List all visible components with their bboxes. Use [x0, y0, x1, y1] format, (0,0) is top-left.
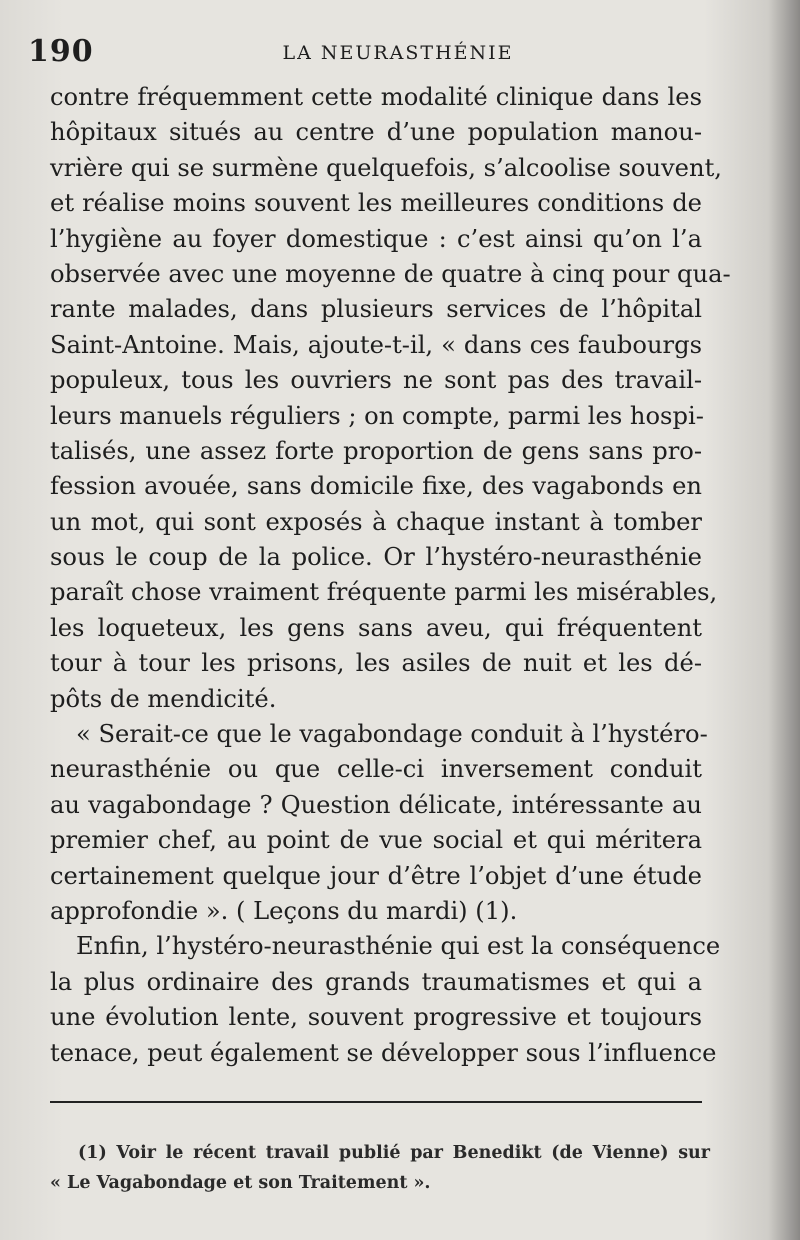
page-header — [28, 34, 768, 74]
text-line: l’hygiène au foyer domestique : c’est ainsi qu’on l’a — [50, 224, 702, 253]
text-line: et réalise moins souvent les meilleures conditions de — [50, 189, 702, 218]
text-line: certainement quelque jour d’être l’objet d’une étude — [50, 861, 702, 890]
page-number: 190 — [28, 34, 94, 69]
text-line: paraît chose vraiment fréquente parmi les misérables, — [50, 578, 718, 607]
text-line: hôpitaux situés au centre d’une population manou- — [50, 118, 702, 147]
text-line: leurs manuels réguliers ; on compte, parmi les hospi- — [50, 401, 704, 430]
text-line: vrière qui se surmène quelquefois, s’alcoolise souvent, — [50, 153, 722, 182]
footnote-divider — [50, 1101, 702, 1103]
running-title: LA NEURASTHÉNIE — [282, 42, 514, 64]
text-line: la plus ordinaire des grands traumatismes et qui a — [50, 967, 702, 996]
text-line: observée avec une moyenne de quatre à cinq pour qua- — [50, 259, 731, 288]
text-line: fession avouée, sans domicile fixe, des vagabonds en — [50, 472, 702, 501]
footnote — [50, 1138, 710, 1198]
text-line: « Serait-ce que le vagabondage conduit à l’hystéro- — [76, 720, 708, 749]
text-line: talisés, une assez forte proportion de gens sans pro- — [50, 436, 702, 465]
text-line: au vagabondage ? Question délicate, intéressante au — [50, 790, 702, 819]
text-line: sous le coup de la police. Or l’hystéro-neurasthénie — [50, 543, 702, 572]
text-line: Saint-Antoine. Mais, ajoute-t-il, « dans ces faubourgs — [50, 330, 702, 359]
text-line: rante malades, dans plusieurs services de l’hôpital — [50, 295, 702, 324]
text-line: les loqueteux, les gens sans aveu, qui fréquentent — [50, 613, 702, 642]
text-line: approfondie ». ( Leçons du mardi) (1). — [50, 896, 518, 925]
text-line: tour à tour les prisons, les asiles de nuit et les dé- — [50, 649, 702, 678]
text-line: populeux, tous les ouvriers ne sont pas des travail- — [50, 366, 702, 395]
footnote-line: (1) Voir le récent travail publié par Benedikt (de Vienne) sur — [78, 1143, 710, 1163]
text-line: pôts de mendicité. — [50, 684, 277, 713]
body-text — [50, 80, 731, 1071]
text-line: Enfin, l’hystéro-neurasthénie qui est la conséquence — [76, 932, 721, 961]
text-line: premier chef, au point de vue social et qui méritera — [50, 826, 702, 855]
text-line: tenace, peut également se développer sous l’influence — [50, 1038, 717, 1067]
footnote-line: « Le Vagabondage et son Traitement ». — [50, 1173, 431, 1193]
text-line: une évolution lente, souvent progressive et toujours — [50, 1003, 702, 1032]
text-line: contre fréquemment cette modalité clinique dans les — [50, 83, 702, 111]
text-line: un mot, qui sont exposés à chaque instant à tomber — [50, 507, 702, 536]
text-line: neurasthénie ou que celle-ci inversement conduit — [50, 755, 702, 784]
